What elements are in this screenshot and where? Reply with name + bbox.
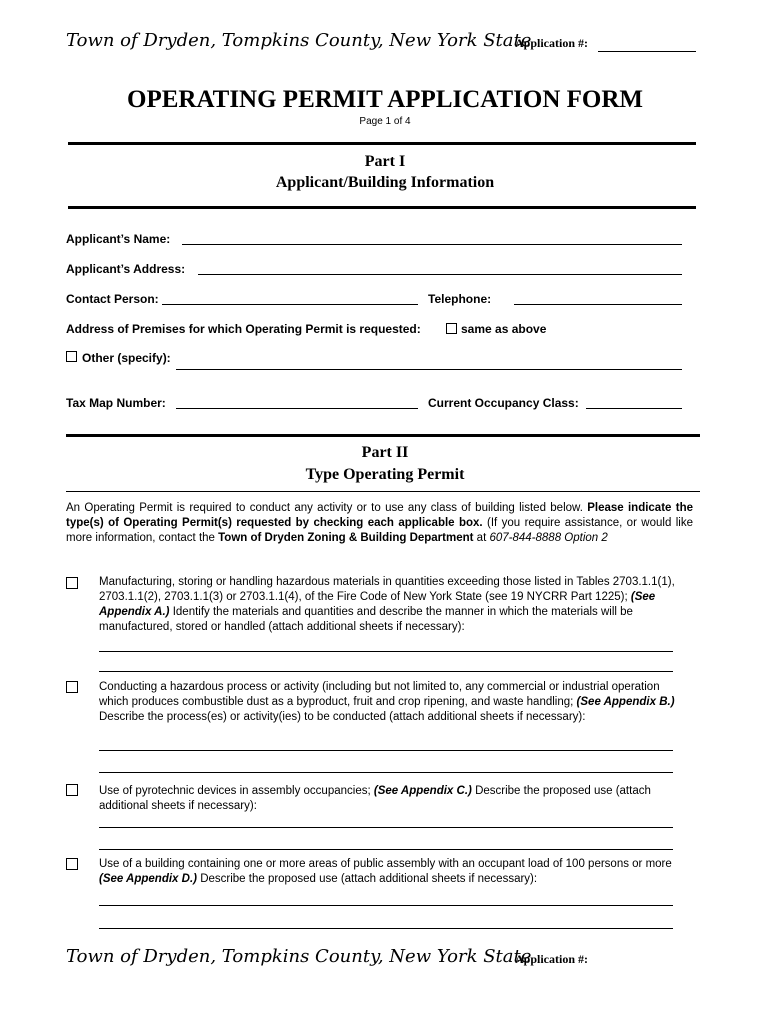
permit-type-checkbox-d[interactable] (66, 858, 78, 870)
page-title: OPERATING PERMIT APPLICATION FORM (127, 86, 643, 113)
telephone-label: Telephone: (428, 292, 492, 306)
item-text: Identify the materials and quantities and describe the manner in which the materials will be manufactured, stored or handled (attach additional sheets if necessary): (99, 606, 633, 633)
description-line[interactable] (99, 928, 673, 929)
application-number-field[interactable] (598, 51, 696, 52)
other-specify-checkbox[interactable] (66, 351, 77, 362)
permit-type-description-a (99, 575, 689, 635)
applicant-name-label: Applicant’s Name: (66, 232, 171, 246)
description-line[interactable] (99, 849, 673, 850)
department-phone: 607-844-8888 Option 2 (489, 532, 608, 544)
permit-type-checkbox-c[interactable] (66, 784, 78, 796)
premises-address-label: Address of Premises for which Operating Permit is requested: (66, 322, 421, 336)
occupancy-class-field[interactable] (586, 408, 682, 409)
applicant-address-label: Applicant’s Address: (66, 262, 186, 276)
intro-text: at (476, 532, 487, 544)
divider-rule (68, 206, 696, 209)
appendix-reference: (See Appendix D.) (99, 873, 197, 885)
same-as-above-checkbox[interactable] (446, 323, 457, 334)
item-text: Describe the proposed use (attach additional sheets if necessary): (200, 873, 538, 885)
appendix-reference: (See Appendix B.) (576, 696, 675, 708)
permit-type-checkbox-b[interactable] (66, 681, 78, 693)
description-line[interactable] (99, 750, 673, 751)
part2-subtitle: Type Operating Permit (305, 466, 465, 483)
divider-rule (66, 434, 700, 437)
contact-person-field[interactable] (162, 304, 418, 305)
divider-rule (66, 491, 700, 492)
department-name: Town of Dryden Zoning & Building Department (218, 532, 474, 544)
description-line[interactable] (99, 905, 673, 906)
other-specify-field[interactable] (176, 369, 682, 370)
footer-application-number-label: Application #: (515, 952, 589, 966)
item-text: Describe the process(es) or activity(ies) to be conducted (attach additional sheets if necessary): (99, 711, 586, 723)
intro-text: An Operating Permit is required to conduct any activity or to use any class of building listed below. (66, 502, 583, 514)
part1-title: Part I (364, 153, 406, 170)
header-town: Town of Dryden, Tompkins County, New York State (66, 30, 532, 51)
permit-type-description-d (99, 857, 689, 887)
page-indicator: Page 1 of 4 (359, 116, 411, 127)
item-text: Use of pyrotechnic devices in assembly occupancies; (99, 785, 371, 797)
application-number-label: Application #: (515, 36, 589, 50)
other-specify-label: Other (specify): (82, 351, 171, 365)
appendix-reference: (See Appendix C.) (373, 785, 472, 797)
permit-type-description-b (99, 680, 689, 725)
intro-text: (If you require assistance, or would like more information, contact the (66, 517, 694, 544)
description-line[interactable] (99, 772, 673, 773)
item-text: Describe the proposed use (attach additional sheets if necessary): (99, 785, 651, 812)
tax-map-label: Tax Map Number: (66, 396, 166, 410)
part2-intro (66, 501, 693, 546)
item-text: Use of a building containing one or more areas of public assembly with an occupant load of 100 persons or more (99, 858, 672, 870)
footer-town: Town of Dryden, Tompkins County, New York State (66, 946, 532, 967)
occupancy-class-label: Current Occupancy Class: (428, 396, 579, 410)
divider-rule (68, 142, 696, 145)
intro-instruction: Please indicate the type(s) of Operating Permit(s) requested by checking each applicable box. (66, 502, 693, 529)
tax-map-field[interactable] (176, 408, 418, 409)
telephone-field[interactable] (514, 304, 682, 305)
contact-person-label: Contact Person: (66, 292, 159, 306)
item-text: Conducting a hazardous process or activity (including but not limited to, any commercial or industrial operation which produces combustible dust as a byproduct, fruit and crop ripening, and waste handling; (99, 681, 660, 708)
description-line[interactable] (99, 827, 673, 828)
applicant-address-field[interactable] (198, 274, 682, 275)
part2-title: Part II (361, 444, 409, 461)
permit-type-checkbox-a[interactable] (66, 577, 78, 589)
part1-subtitle: Applicant/Building Information (275, 174, 495, 191)
applicant-name-field[interactable] (182, 244, 682, 245)
appendix-reference: (See Appendix A.) (99, 591, 656, 618)
permit-type-description-c (99, 784, 689, 814)
item-text: Manufacturing, storing or handling hazardous materials in quantities exceeding those listed in Tables 2703.1.1(1), 2703.1.1(2), 2703.1.1(3) or 2703.1.1(4), of the Fire Code of New York State (see 19 NYCRR Part 1225); (99, 576, 675, 603)
description-line[interactable] (99, 671, 673, 672)
description-line[interactable] (99, 651, 673, 652)
same-as-above-label: same as above (461, 322, 547, 336)
